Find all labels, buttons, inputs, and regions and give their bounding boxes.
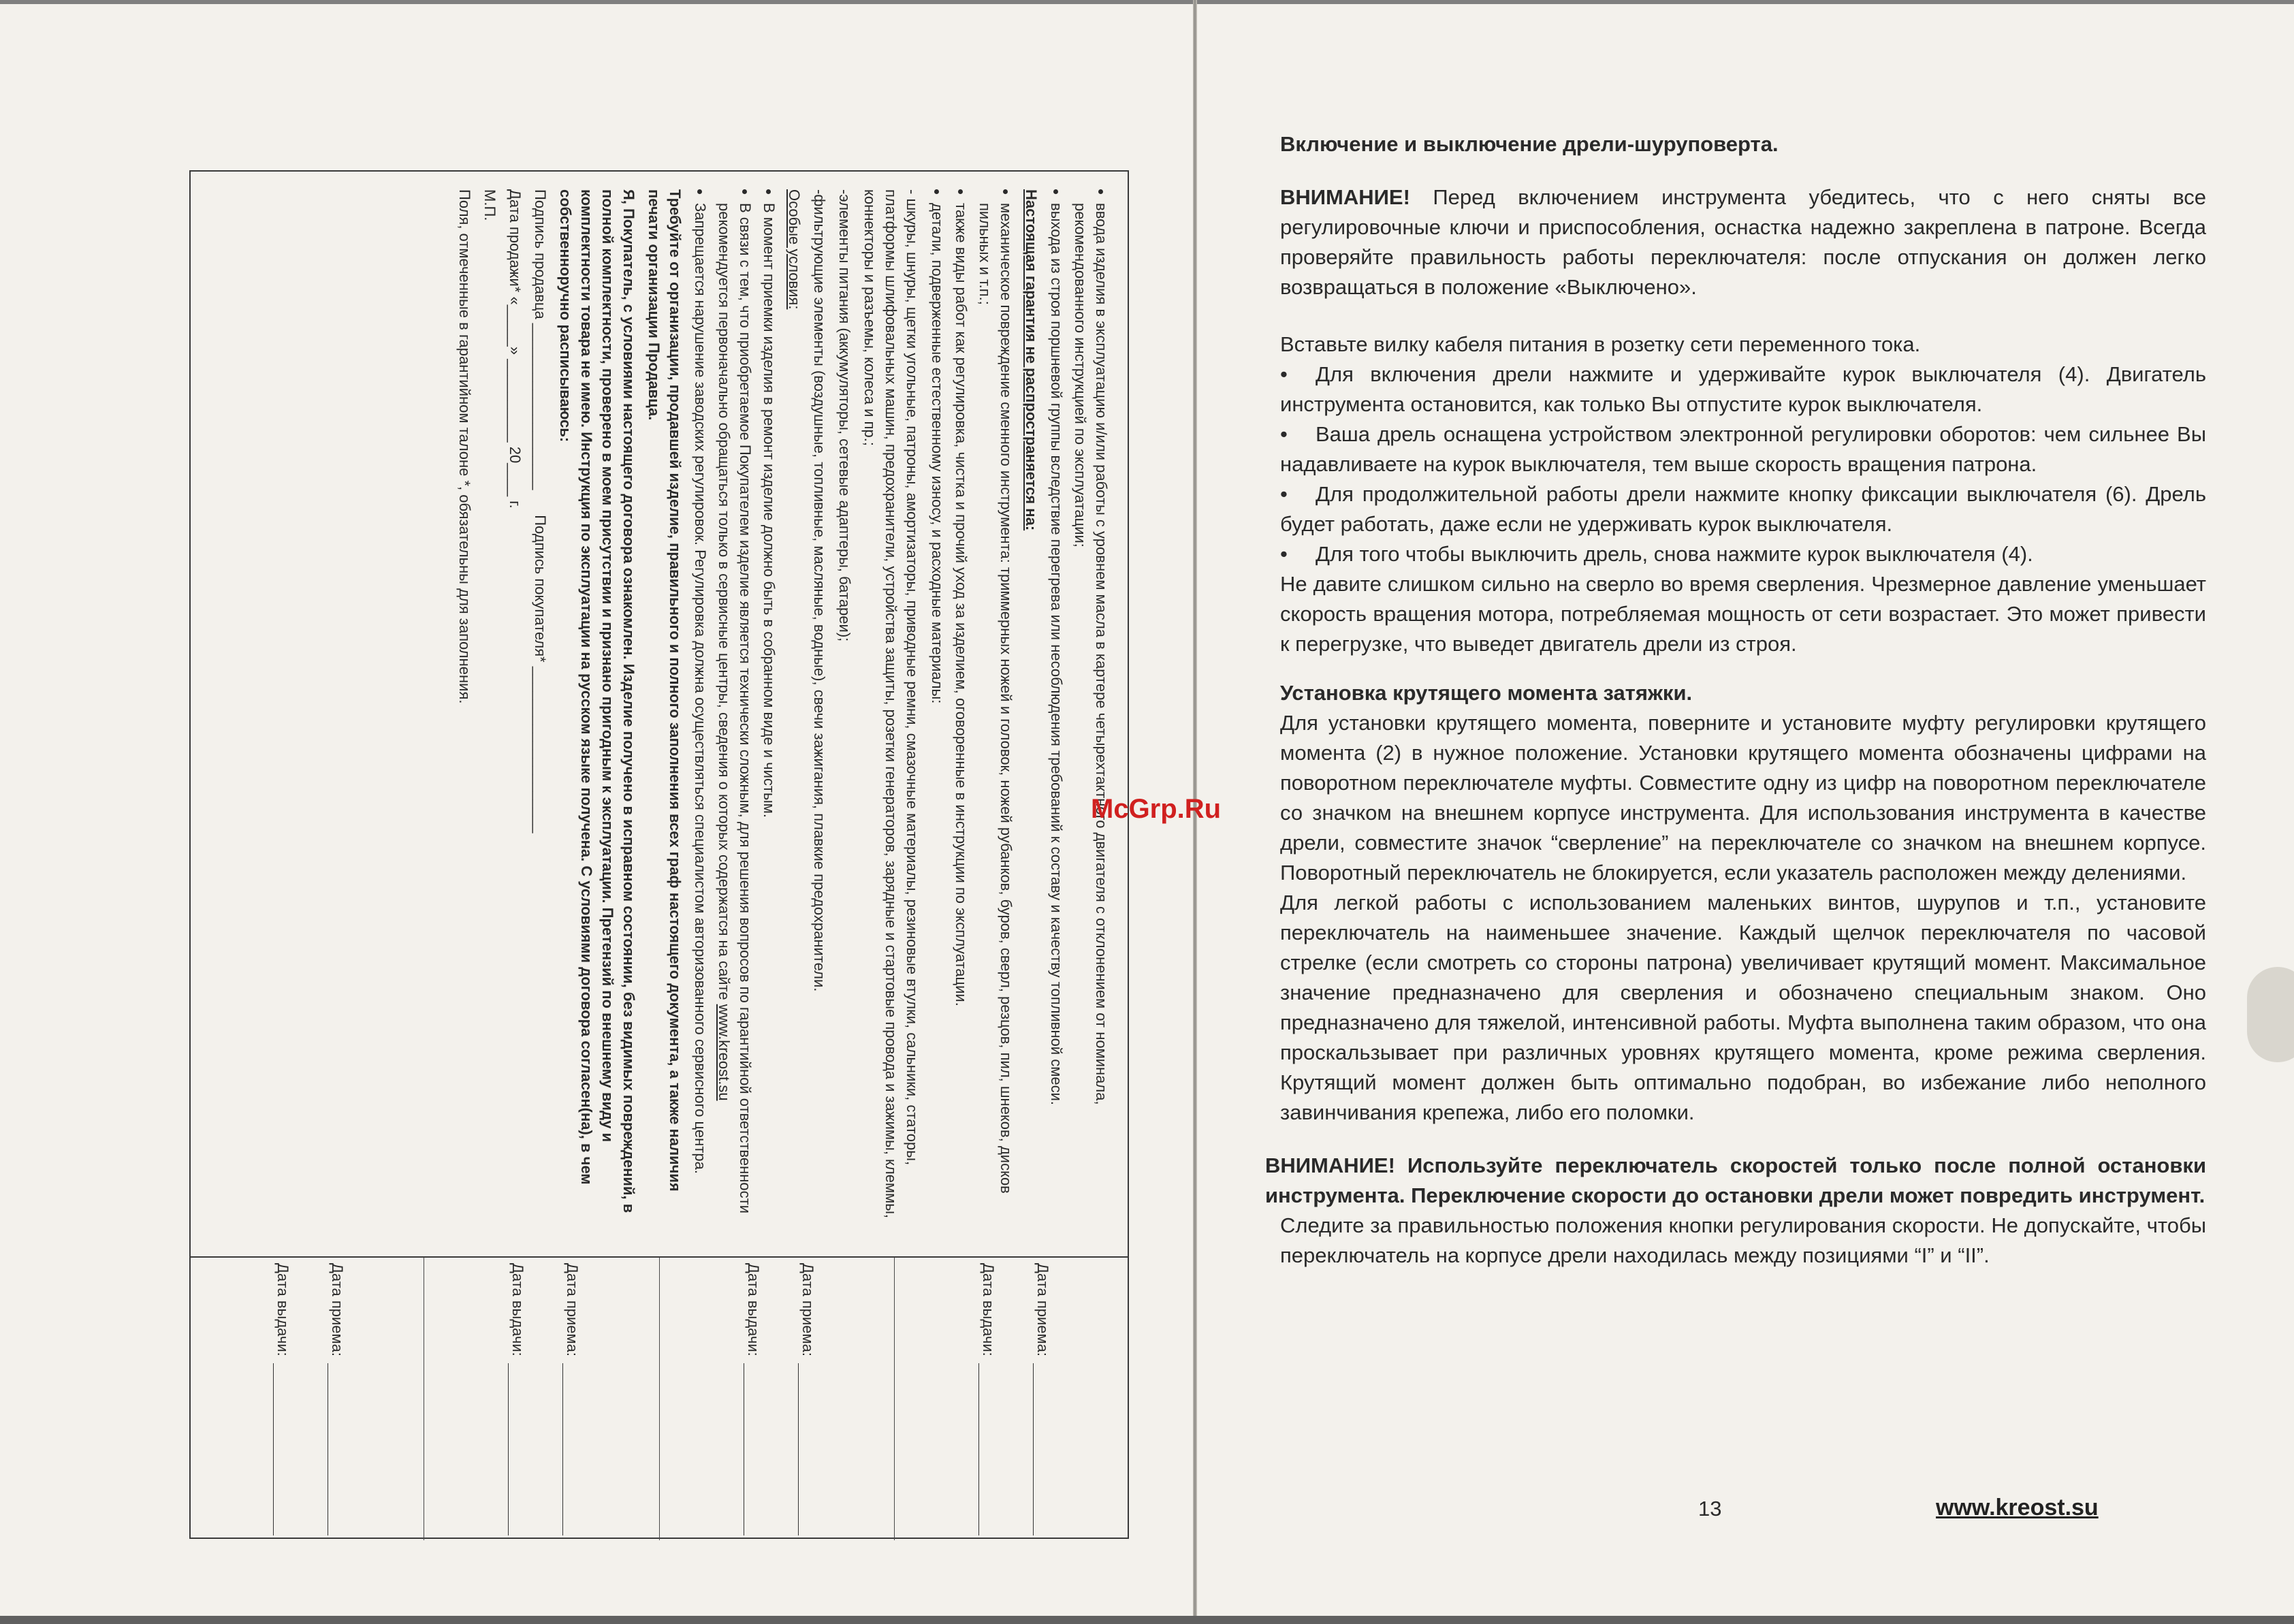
issued-date-field[interactable] (744, 1363, 762, 1535)
issued-date-label: Дата выдачи: (744, 1262, 762, 1356)
footnote: Поля, отмеченные в гарантийном талоне *, обязательны для заполнения. (456, 189, 473, 703)
bullet-item: • Для того чтобы выключить дрель, снова нажмите курок выключателя (4). (1280, 542, 2033, 566)
torque-paragraph: Для легкой работы с использованием маленьких винтов, шурупов и т.п., установите переключатель на наименьшее значение. Каждый щелчок переключателя по часовой стрелке (если смотреть со стороны патрона) увеличивает крутящий момент. Максимальное значение предназначено для сверления и обозначено специальным знаком. Оно предназначено для тяжелой, интенсивной работы. Муфта выполнена таким образом, что она проскальзывает при различных уровнях крутящего момента, кроме режима сверления. Крутящий момент должен быть оптимально подобран, во избежание либо неполного завинчивания крепежа, либо его поломки. (1280, 891, 2206, 1124)
torque-title: Установка крутящего момента затяжки. (1280, 681, 1693, 705)
site-link[interactable]: www.kreost.su (716, 1004, 733, 1101)
issued-date-label: Дата выдачи: (509, 1262, 527, 1356)
issued-date-field[interactable] (509, 1363, 527, 1535)
buyer-statement: Я, Покупатель, с условиями настоящего договора ознакомлен. Изделие получено в исправном состоянии, без видимых повреждений, в полной комплектности, проверено в моем присутствии и признано пригодным к эксплуатации. Претензий по внешнему виду и комплектности товара не имею. Инструкция по эксплуатации на русском языке получена. С условиями договора согласен(на), в чем собственноручно расписываюсь: (557, 189, 637, 1213)
issued-date-field[interactable] (274, 1363, 292, 1535)
coupon-stub (895, 1258, 1129, 1540)
issued-date-field[interactable] (978, 1363, 997, 1535)
manual-page (1265, 129, 2206, 1559)
buyer-signature-label: Подпись покупателя* (532, 514, 549, 663)
issued-date-label: Дата выдачи: (979, 1262, 997, 1356)
received-date-label: Дата приема: (329, 1262, 347, 1356)
coupon-stubs (189, 1256, 1129, 1540)
org-requirement: Требуйте от организации, продавшей изделие, правильного и полного заполнения всех граф настоящего документа, а также наличия печати организации Продавца. (646, 189, 684, 1192)
bleed-through-shadow (2247, 967, 2294, 1062)
stamp-label: М.П. (481, 189, 498, 221)
warranty-heading: Настоящая гарантия не распространяется на: (1023, 189, 1040, 530)
warranty-detail: -фильтрующие элементы (воздушные, топливные, масляные, водные), свечи зажигания, плавкие предохранители. (811, 189, 828, 991)
intro-item: • ввода изделия в эксплуатацию и/или работы с уровнем масла в картере четырехтактного двигателя с отклонением от номинала, рекомендованного инструкцией по эксплуатации; (1070, 203, 1112, 1238)
plug-instruction: Вставьте вилку кабеля питания в розетку сети переменного тока. (1280, 332, 1921, 356)
torque-paragraph: Для установки крутящего момента, поверните и установите муфту регулировки крутящего момента (2) в нужное положение. Установки крутящего момента обозначены цифрами на поворотном переключателе муфты. Совместите одну из цифр на поворотном переключателе со значком на внешнем корпусе инструмента. Для использования инструмента в качестве дрели, совместите значок “сверление” на переключателе со значком на внешнем корпусе. Поворотный переключатель не блокируется, если указатель расположен между делениями. (1280, 711, 2206, 885)
received-date-label: Дата приема: (564, 1262, 582, 1356)
received-date-field[interactable] (798, 1363, 816, 1535)
bullet-text: Для продолжительной работы дрели нажмите кнопку фиксации выключателя (6). Дрель будет работать, даже если не удерживать курок выключателя. (1280, 482, 2206, 536)
received-date-field[interactable] (328, 1363, 347, 1535)
issued-date-label: Дата выдачи: (274, 1262, 292, 1356)
intro-item: • выхода из строя поршневой группы вследствие перегрева или несоблюдения требований к составу и качеству топливной смеси. (1046, 203, 1067, 1238)
bullet-text: Для включения дрели нажмите и удерживайте курок выключателя (4). Двигатель инструмента остановится, как только Вы отпустите курок выключателя. (1280, 362, 2206, 416)
warranty-detail: -элементы питания (аккумуляторы, сетевые адаптеры, батареи); (836, 189, 853, 641)
special-item-text: В связи с тем, что приобретаемое Покупателем изделие является технически сложным, для решения вопросов по гарантийной ответственности рекомендуется первоначально обращаться только в сервисные центры, сведения о которых содержатся на сайте (716, 202, 754, 1213)
received-date-label: Дата приема: (799, 1262, 816, 1356)
coupon-stub (424, 1258, 659, 1540)
received-date-label: Дата приема: (1034, 1262, 1051, 1356)
special-item: • В момент приемки изделия в ремонт изделие должно быть в собранном виде и чистым. (759, 203, 780, 1238)
special-heading: Особые условия: (786, 189, 803, 309)
warranty-card-page (189, 170, 1129, 1539)
intro-list (1046, 189, 1112, 1238)
section-title: Включение и выключение дрели-шуруповерта. (1280, 132, 1779, 156)
warranty-item: • детали, подверженные естественному износу, и расходные материалы: (927, 203, 948, 1238)
top-edge (0, 0, 2294, 4)
bottom-edge (0, 1616, 2294, 1624)
page-number: 13 (1698, 1497, 1722, 1520)
speed-warning: ВНИМАНИЕ! Используйте переключатель скоростей только после полной остановки инструмента. Переключение скорости до остановки дрели может повредить инструмент. (1265, 1153, 2206, 1207)
special-list (690, 189, 780, 1238)
seller-signature-label: Подпись продавца (532, 189, 549, 319)
warranty-text-area (189, 170, 1129, 1256)
warranty-detail: - шкуры, шнуры, щетки угольные, патроны, амортизаторы, приводные ремни, смазочные материалы, резиновые втулки, сальники, статоры, платформы шлифовальных машин, предохранители, устройства защиты, розетки генераторов, зарядные и стартовые провода и зажимы, клеммы, коннекторы и разъемы, колеса и пр.; (861, 189, 921, 1218)
warranty-item: • также виды работ как регулировка, чистка и прочий уход за изделием, оговоренные в инструкции по эксплуатации. (951, 203, 972, 1238)
bullet-item: • Ваша дрель оснащена устройством электронной регулировки оборотов: чем сильнее Вы надавливаете на курок выключателя, тем выше скорость вращения патрона. (1280, 422, 2206, 476)
coupon-stub (189, 1258, 424, 1540)
sale-date: Дата продажи* «_____» __________ 20____ г. (507, 189, 524, 509)
watermark: McGrp.Ru (1091, 794, 1222, 824)
warranty-text-rotated (206, 189, 1112, 1238)
received-date-field[interactable] (1033, 1363, 1051, 1535)
warranty-list (927, 189, 1017, 1238)
bullet-item: • Для продолжительной работы дрели нажмите кнопку фиксации выключателя (6). Дрель будет работать, даже если не удерживать курок выключателя. (1280, 482, 2206, 536)
special-item (714, 203, 756, 1238)
bullet-text: Для того чтобы выключить дрель, снова нажмите курок выключателя (4). (1316, 542, 2033, 566)
seller-signature: Подпись продавца ____________________ Подпись покупателя* ____________________ (532, 189, 549, 833)
bullet-item: • Для включения дрели нажмите и удерживайте курок выключателя (4). Двигатель инструмента остановится, как только Вы отпустите курок выключателя. (1280, 362, 2206, 416)
warning-text: Перед включением инструмента убедитесь, что с него сняты все регулировочные ключи и приспособления, оснастка надежно закреплена в патроне. Всегда проверяйте правильность работы переключателя: после отпускания он должен легко возвращаться в положение «Выключено». (1280, 185, 2206, 299)
bullet-text: Ваша дрель оснащена устройством электронной регулировки оборотов: чем сильнее Вы надавливаете на курок выключателя, тем выше скорость вращения патрона. (1280, 422, 2206, 476)
speed-paragraph: Следите за правильностью положения кнопки регулирования скорости. Не допускайте, чтобы переключатель на корпусе дрели находилась между позициями “I” и “II”. (1280, 1213, 2206, 1267)
warning-label: ВНИМАНИЕ! (1280, 185, 1410, 209)
special-item: • Запрещается нарушение заводских регулировок. Регулировка должна осуществляться специалистом авторизованного сервисного центра. (690, 203, 711, 1238)
pressure-paragraph: Не давите слишком сильно на сверло во время сверления. Чрезмерное давление уменьшает скорость вращения мотора, потребляемая мощность от сети возрастает. Это может привести к перегрузке, что выведет двигатель дрели из строя. (1280, 572, 2206, 656)
footer-site-link[interactable]: www.kreost.su (1936, 1495, 2099, 1520)
received-date-field[interactable] (563, 1363, 582, 1535)
coupon-stub (660, 1258, 895, 1540)
warranty-item: • механическое повреждение сменного инструмента: триммерных ножей и головок, ножей рубанков, буров, сверл, резцов, пил, шнеков, дисков пильных и т.п.; (974, 203, 1017, 1238)
warning-paragraph (1280, 182, 2206, 302)
